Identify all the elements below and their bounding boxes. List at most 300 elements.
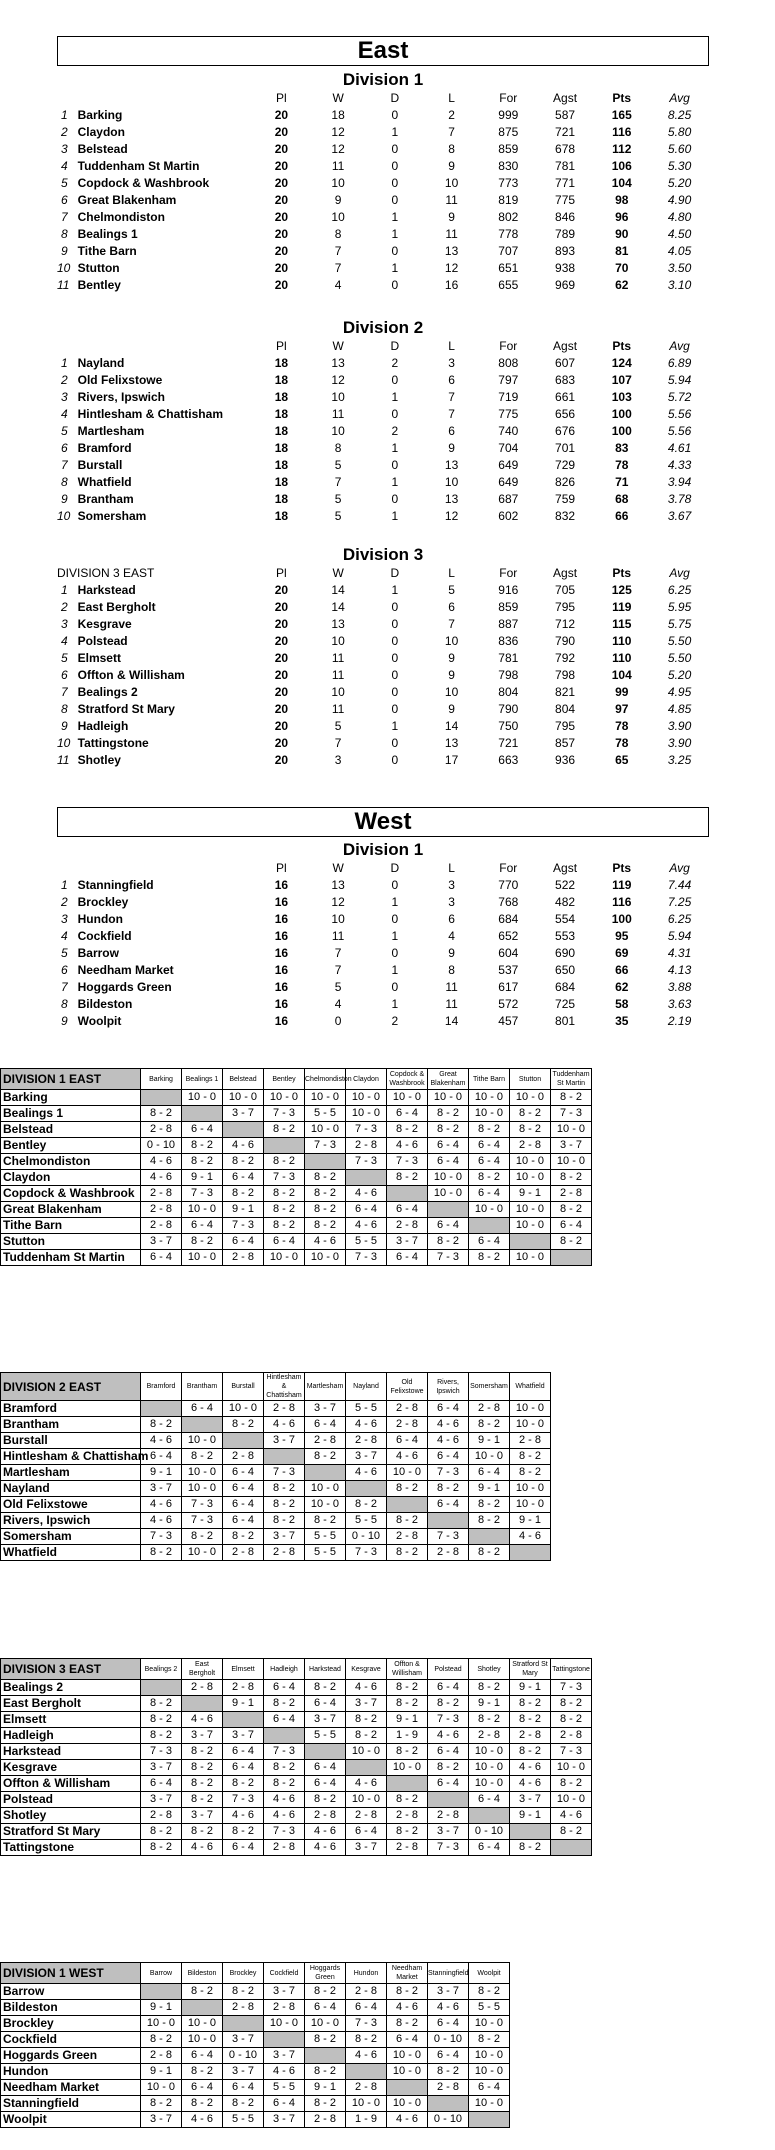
result-cell: 8 - 2: [551, 1776, 592, 1792]
team-name: Bramford: [77, 441, 132, 455]
result-cell: 8 - 2: [305, 1680, 346, 1696]
result-cell: 4 - 6: [223, 1808, 264, 1824]
stat-cell: 20: [274, 702, 289, 716]
result-cell: 8 - 2: [510, 1106, 551, 1122]
result-cell: 8 - 2: [387, 1122, 428, 1138]
stat-cell: 661: [555, 390, 576, 404]
position: 1: [60, 108, 68, 122]
result-cell: 2 - 8: [387, 1417, 428, 1433]
grid-column-team: Hoggards Green: [305, 1963, 346, 1984]
league-row: [57, 355, 709, 372]
stat-cell: 3: [448, 878, 455, 892]
result-cell: 8 - 2: [305, 2032, 346, 2048]
column-header: Pts: [612, 339, 632, 353]
league-row: [57, 209, 709, 226]
stat-cell: 4: [334, 278, 342, 292]
league-row: [57, 752, 709, 769]
grid-row: [1, 1728, 592, 1744]
league-row: [57, 491, 709, 508]
stat-cell: 5: [334, 980, 342, 994]
grid-row-team: Bealings 1: [1, 1106, 141, 1122]
division-title: Division 1: [342, 839, 424, 859]
stat-cell: 1: [391, 261, 399, 275]
result-cell: 4 - 6: [346, 1680, 387, 1696]
result-cell: 8 - 2: [428, 1481, 469, 1497]
grid-row: [1, 1433, 551, 1449]
stat-cell: 740: [498, 424, 519, 438]
stat-cell: 7: [448, 407, 455, 421]
grid-row: [1, 1513, 551, 1529]
result-cell: 8 - 2: [551, 1202, 592, 1218]
grid-row-team: Martlesham: [1, 1465, 141, 1481]
stat-cell: 0: [391, 878, 399, 892]
stat-cell: 729: [555, 458, 576, 472]
position: 10: [57, 509, 71, 523]
stat-cell: 2.19: [667, 1014, 692, 1028]
stat-cell: 2: [391, 1014, 399, 1028]
stat-cell: 90: [615, 227, 629, 241]
result-cell: 9 - 1: [469, 1481, 510, 1497]
stat-cell: 6.25: [667, 912, 692, 926]
stat-cell: 1: [391, 963, 399, 977]
league-table-east-div3: [57, 543, 709, 769]
grid-row: [1, 1250, 592, 1266]
result-cell: 4 - 6: [305, 1234, 346, 1250]
stat-cell: 20: [274, 125, 289, 139]
league-row: [57, 141, 709, 158]
team-name: Whatfield: [77, 475, 132, 489]
grid-row-team: Stratford St Mary: [1, 1824, 141, 1840]
result-cell: 6 - 4: [223, 1840, 264, 1856]
league-row: [57, 996, 709, 1013]
stat-cell: 12: [444, 509, 459, 523]
result-cell: 8 - 2: [428, 2064, 469, 2080]
stat-cell: 771: [555, 176, 576, 190]
grid-column-team: Tuddenham St Martin: [551, 1069, 592, 1090]
result-cell: 10 - 0: [387, 1465, 428, 1481]
result-cell: 9 - 1: [223, 1696, 264, 1712]
result-cell: 10 - 0: [510, 1401, 551, 1417]
stat-cell: 7: [334, 261, 342, 275]
result-cell: 7 - 3: [428, 1250, 469, 1266]
stat-cell: 112: [612, 142, 632, 156]
result-cell: 0 - 10: [346, 1529, 387, 1545]
stat-cell: 1: [391, 997, 399, 1011]
stat-cell: 106: [611, 159, 632, 173]
stat-cell: 11: [445, 997, 458, 1011]
grid-column-team: Stanningfield: [428, 1963, 469, 1984]
stat-cell: 12: [444, 261, 459, 275]
stat-cell: 893: [555, 244, 576, 258]
result-cell: 10 - 0: [510, 1090, 551, 1106]
league-row: [57, 718, 709, 735]
result-cell: 9 - 1: [223, 1202, 264, 1218]
stat-cell: 0: [391, 244, 399, 258]
team-name: Tuddenham St Martin: [77, 159, 200, 173]
grid-row-team: Burstall: [1, 1433, 141, 1449]
result-cell: [387, 1497, 428, 1513]
result-cell: 8 - 2: [223, 1529, 264, 1545]
result-cell: [141, 1984, 182, 2000]
stat-cell: 12: [331, 373, 345, 387]
stat-cell: 830: [498, 159, 519, 173]
stat-cell: 62: [615, 278, 629, 292]
stat-cell: 12: [331, 895, 345, 909]
stat-cell: 781: [555, 159, 576, 173]
result-cell: 8 - 2: [428, 1760, 469, 1776]
position: 7: [60, 458, 68, 472]
league-row: [57, 260, 709, 277]
stat-cell: 10: [331, 390, 345, 404]
stat-cell: 3.67: [667, 509, 692, 523]
result-cell: 8 - 2: [305, 1186, 346, 1202]
stat-cell: 0: [391, 912, 399, 926]
result-cell: 6 - 4: [305, 1776, 346, 1792]
league-row: [57, 877, 709, 894]
result-cell: 0 - 10: [428, 2032, 469, 2048]
position: 1: [60, 878, 68, 892]
stat-cell: 13: [444, 458, 459, 472]
result-cell: 6 - 4: [428, 1401, 469, 1417]
result-cell: 10 - 0: [551, 1760, 592, 1776]
grid-row-team: Tithe Barn: [1, 1218, 141, 1234]
grid-row: [1, 1138, 592, 1154]
result-cell: [223, 2016, 264, 2032]
stat-cell: 18: [274, 492, 289, 506]
column-header: D: [390, 861, 400, 875]
result-cell: 10 - 0: [510, 1154, 551, 1170]
grid-row: [1, 2064, 510, 2080]
result-cell: 7 - 3: [551, 1744, 592, 1760]
stat-cell: 104: [611, 668, 632, 682]
result-cell: 10 - 0: [182, 1433, 223, 1449]
position: 6: [60, 668, 68, 682]
result-cell: 5 - 5: [264, 2080, 305, 2096]
result-cell: [305, 2048, 346, 2064]
stat-cell: 20: [274, 193, 289, 207]
league-table-east-div2: [57, 316, 709, 525]
result-cell: 6 - 4: [428, 1680, 469, 1696]
result-cell: [346, 1170, 387, 1186]
stat-cell: 2: [391, 424, 399, 438]
grid-row-team: Harkstead: [1, 1744, 141, 1760]
result-cell: [469, 1529, 510, 1545]
stat-cell: 750: [498, 719, 519, 733]
result-cell: 4 - 6: [551, 1808, 592, 1824]
position: 2: [60, 125, 68, 139]
stat-cell: 3.10: [667, 278, 692, 292]
result-cell: 7 - 3: [428, 1465, 469, 1481]
result-cell: 8 - 2: [387, 2016, 428, 2032]
position: 8: [60, 227, 68, 241]
result-cell: 10 - 0: [469, 1449, 510, 1465]
result-cell: 4 - 6: [346, 1776, 387, 1792]
stat-cell: 5.20: [667, 668, 692, 682]
result-cell: 6 - 4: [182, 1218, 223, 1234]
team-name: Brantham: [77, 492, 134, 506]
stat-cell: 663: [498, 753, 519, 767]
grid-row: [1, 2016, 510, 2032]
grid-row: [1, 1792, 592, 1808]
stat-cell: 20: [274, 244, 289, 258]
position: 4: [60, 634, 68, 648]
result-cell: [469, 1218, 510, 1234]
result-cell: 6 - 4: [223, 2080, 264, 2096]
result-cell: 10 - 0: [264, 1250, 305, 1266]
result-cell: 10 - 0: [469, 1776, 510, 1792]
result-cell: 8 - 2: [141, 1712, 182, 1728]
team-name: Hoggards Green: [77, 980, 172, 994]
result-cell: 7 - 3: [264, 1824, 305, 1840]
stat-cell: 1: [391, 227, 399, 241]
result-cell: 10 - 0: [428, 1170, 469, 1186]
stat-cell: 0: [391, 193, 399, 207]
grid-column-team: Bildeston: [182, 1963, 223, 1984]
result-cell: 8 - 2: [141, 2032, 182, 2048]
stat-cell: 684: [555, 980, 576, 994]
stat-cell: 649: [498, 458, 519, 472]
league-row: [57, 440, 709, 457]
stat-cell: 99: [615, 685, 629, 699]
result-cell: 8 - 2: [551, 1234, 592, 1250]
position: 4: [60, 159, 68, 173]
grid-row-team: Claydon: [1, 1170, 141, 1186]
result-cell: 2 - 8: [469, 1728, 510, 1744]
result-cell: 5 - 5: [346, 1513, 387, 1529]
stat-cell: 69: [615, 946, 629, 960]
team-name: Kesgrave: [77, 617, 132, 631]
grid-row-team: Bildeston: [1, 2000, 141, 2016]
result-cell: 4 - 6: [141, 1170, 182, 1186]
league-row: [57, 423, 709, 440]
grid-row-team: Brantham: [1, 1417, 141, 1433]
result-cell: 3 - 7: [141, 1481, 182, 1497]
result-cell: 8 - 2: [223, 1824, 264, 1840]
stat-cell: 16: [274, 895, 289, 909]
result-cell: 10 - 0: [223, 1090, 264, 1106]
stat-cell: 20: [274, 651, 289, 665]
result-cell: 7 - 3: [182, 1513, 223, 1529]
west-region-banner: West: [57, 807, 709, 837]
grid-column-team: Martlesham: [305, 1373, 346, 1401]
stat-cell: 5.20: [667, 176, 692, 190]
grid-column-team: Belstead: [223, 1069, 264, 1090]
result-cell: 4 - 6: [346, 2048, 387, 2064]
results-grid-div1-east: [0, 1068, 592, 1266]
team-name: Elmsett: [77, 651, 121, 665]
result-cell: 6 - 4: [141, 1250, 182, 1266]
stat-cell: 0: [391, 980, 399, 994]
stat-cell: 5: [334, 719, 342, 733]
grid-row: [1, 2080, 510, 2096]
stat-cell: 0: [391, 702, 399, 716]
result-cell: [428, 1202, 469, 1218]
result-cell: 8 - 2: [141, 1824, 182, 1840]
stat-cell: 3.90: [667, 719, 692, 733]
position: 8: [60, 475, 68, 489]
result-cell: 3 - 7: [387, 1234, 428, 1250]
position: 8: [60, 702, 68, 716]
result-cell: 10 - 0: [141, 2016, 182, 2032]
stat-cell: 801: [555, 1014, 576, 1028]
result-cell: 2 - 8: [141, 1122, 182, 1138]
result-cell: 10 - 0: [305, 1497, 346, 1513]
grid-row: [1, 1760, 592, 1776]
result-cell: 7 - 3: [264, 1106, 305, 1122]
stat-cell: 5: [334, 492, 342, 506]
result-cell: 2 - 8: [182, 1680, 223, 1696]
result-cell: 4 - 6: [305, 1840, 346, 1856]
grid-row-team: Hundon: [1, 2064, 141, 2080]
result-cell: 10 - 0: [182, 1250, 223, 1266]
grid-column-team: Barking: [141, 1069, 182, 1090]
stat-cell: 0: [391, 492, 399, 506]
stat-cell: 20: [274, 736, 289, 750]
result-cell: 10 - 0: [346, 1792, 387, 1808]
stat-cell: 9: [448, 946, 455, 960]
result-cell: 8 - 2: [510, 1122, 551, 1138]
stat-cell: 457: [498, 1014, 519, 1028]
grid-row-team: Hintlesham & Chattisham: [1, 1449, 141, 1465]
stat-cell: 3.88: [667, 980, 692, 994]
stat-cell: 775: [498, 407, 519, 421]
stat-cell: 10: [444, 475, 459, 489]
stat-cell: 0: [391, 753, 399, 767]
column-header: D: [390, 91, 400, 105]
stat-cell: 5.56: [667, 424, 692, 438]
column-header: L: [448, 566, 455, 580]
result-cell: 4 - 6: [346, 1465, 387, 1481]
result-cell: 7 - 3: [346, 1154, 387, 1170]
result-cell: 10 - 0: [387, 2096, 428, 2112]
stat-cell: 11: [331, 702, 345, 716]
result-cell: 8 - 2: [469, 1712, 510, 1728]
grid-column-team: Hintlesham & Chattisham: [264, 1373, 305, 1401]
column-header: For: [499, 91, 518, 105]
grid-row-team: Chelmondiston: [1, 1154, 141, 1170]
result-cell: 7 - 3: [264, 1170, 305, 1186]
result-cell: [387, 1186, 428, 1202]
result-cell: 10 - 0: [182, 1481, 223, 1497]
grid-row-team: Offton & Willisham: [1, 1776, 141, 1792]
team-name: Claydon: [77, 125, 125, 139]
grid-row-team: Tuddenham St Martin: [1, 1250, 141, 1266]
column-header: Pts: [612, 566, 632, 580]
result-cell: 10 - 0: [182, 1202, 223, 1218]
position: 3: [60, 142, 68, 156]
result-cell: 8 - 2: [305, 1170, 346, 1186]
stat-cell: 35: [615, 1014, 629, 1028]
result-cell: 4 - 6: [510, 1760, 551, 1776]
result-cell: 0 - 10: [223, 2048, 264, 2064]
stat-cell: 5.30: [667, 159, 692, 173]
league-row: [57, 582, 709, 599]
result-cell: 3 - 7: [141, 2112, 182, 2128]
grid-header-row: [1, 1963, 510, 1984]
stat-cell: 725: [555, 997, 576, 1011]
team-name: Martlesham: [77, 424, 145, 438]
column-header: Agst: [553, 91, 578, 105]
result-cell: 3 - 7: [551, 1138, 592, 1154]
league-row: [57, 277, 709, 294]
result-cell: 2 - 8: [346, 1984, 387, 2000]
team-name: Cockfield: [77, 929, 132, 943]
result-cell: 10 - 0: [264, 2016, 305, 2032]
stat-cell: 110: [612, 651, 632, 665]
result-cell: 3 - 7: [141, 1760, 182, 1776]
result-cell: 8 - 2: [510, 1744, 551, 1760]
result-cell: 8 - 2: [182, 1744, 223, 1760]
position: 7: [60, 685, 68, 699]
stat-cell: 20: [274, 227, 289, 241]
league-row: [57, 616, 709, 633]
stat-cell: 6.89: [667, 356, 692, 370]
grid-row-team: Belstead: [1, 1122, 141, 1138]
result-cell: [469, 2112, 510, 2128]
result-cell: 8 - 2: [551, 1170, 592, 1186]
result-cell: 3 - 7: [264, 1984, 305, 2000]
result-cell: 10 - 0: [305, 1122, 346, 1138]
stat-cell: 687: [498, 492, 519, 506]
stat-cell: 100: [611, 424, 632, 438]
grid-row: [1, 1984, 510, 2000]
stat-cell: 789: [555, 227, 576, 241]
stat-cell: 5: [334, 458, 342, 472]
result-cell: [305, 1744, 346, 1760]
stat-cell: 553: [555, 929, 576, 943]
result-cell: 8 - 2: [141, 2096, 182, 2112]
position: 6: [60, 193, 68, 207]
result-cell: 4 - 6: [182, 2112, 223, 2128]
result-cell: 2 - 8: [469, 1401, 510, 1417]
grid-column-team: Tattingstone: [551, 1659, 592, 1680]
stat-cell: 875: [498, 125, 519, 139]
stat-cell: 10: [331, 912, 345, 926]
result-cell: 2 - 8: [428, 1545, 469, 1561]
position: 9: [60, 1014, 68, 1028]
stat-cell: 3: [448, 895, 455, 909]
team-name: Belstead: [77, 142, 128, 156]
grid-column-team: Bramford: [141, 1373, 182, 1401]
stat-cell: 3.25: [667, 753, 692, 767]
result-cell: 10 - 0: [469, 1760, 510, 1776]
result-cell: 8 - 2: [264, 1776, 305, 1792]
stat-cell: 826: [555, 475, 576, 489]
stat-cell: 802: [498, 210, 519, 224]
result-cell: [551, 1250, 592, 1266]
result-cell: 7 - 3: [141, 1744, 182, 1760]
result-cell: 8 - 2: [469, 1417, 510, 1433]
result-cell: 8 - 2: [387, 1545, 428, 1561]
stat-cell: 4.50: [667, 227, 692, 241]
team-name: Rivers, Ipswich: [77, 390, 165, 404]
result-cell: 3 - 7: [223, 2064, 264, 2080]
grid-row-team: Barrow: [1, 1984, 141, 2000]
result-cell: [141, 1680, 182, 1696]
position: 10: [57, 736, 71, 750]
team-name: Barrow: [77, 946, 119, 960]
result-cell: 6 - 4: [223, 1760, 264, 1776]
result-cell: 4 - 6: [428, 1433, 469, 1449]
position: 3: [60, 390, 68, 404]
grid-row: [1, 1840, 592, 1856]
grid-row-team: Elmsett: [1, 1712, 141, 1728]
stat-cell: 4.31: [667, 946, 692, 960]
result-cell: 10 - 0: [469, 2064, 510, 2080]
stat-cell: 107: [611, 373, 632, 387]
division-label: [57, 338, 253, 355]
stat-cell: 768: [498, 895, 519, 909]
